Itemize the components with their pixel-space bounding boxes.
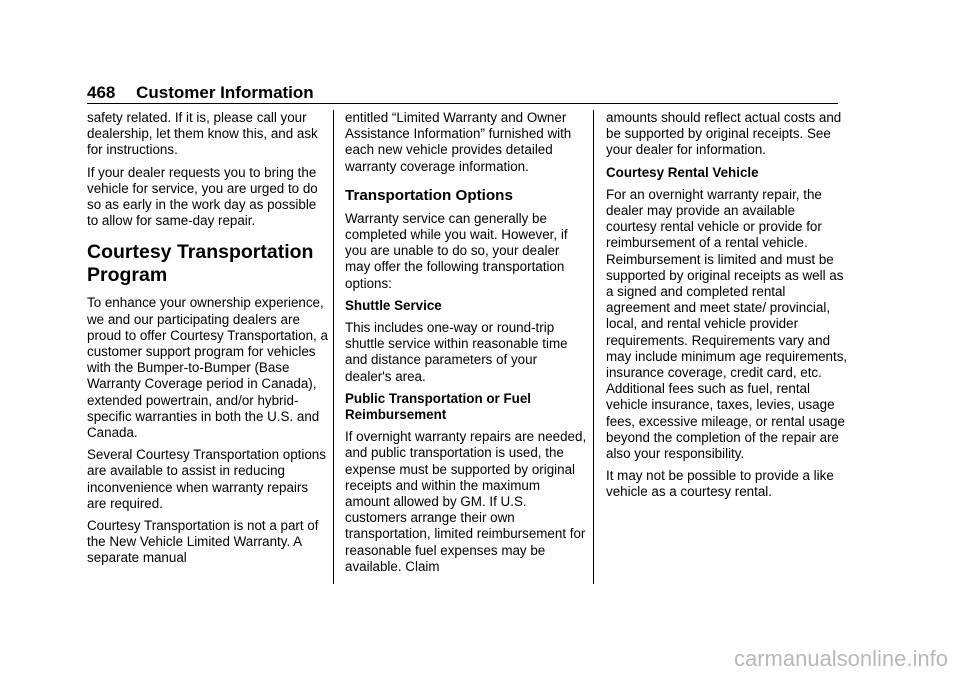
page-header — [87, 83, 314, 103]
paragraph: This includes one-way or round-trip shuttle service within reasonable time and distance parameters of your dealer's area. — [345, 320, 568, 384]
paragraph: Warranty service can generally be completed while you wait. However, if you are unable to do so, your dealer may offer the following transportation options: — [345, 210, 568, 291]
column-1 — [87, 110, 329, 573]
paragraph: entitled “Limited Warranty and Owner Assistance Information” furnished with each new vehicle provides detailed warranty coverage information. — [345, 110, 572, 174]
run-in-heading: Courtesy Rental Vehicle — [606, 164, 759, 180]
paragraph: Courtesy Transportation is not a part of the New Vehicle Limited Warranty. A separate manual — [87, 518, 319, 566]
run-in-heading: Public Transportation or Fuel Reimbursement — [345, 390, 531, 423]
paragraph: If your dealer requests you to bring the vehicle for service, you are urged to do so as early in the work day as possible to allow for same-day repair. — [87, 164, 318, 229]
paragraph: To enhance your ownership experience, we and our participating dealers are proud to offer Courtesy Transportation, a customer support program for vehicles with the Bumper-to-Bumper (Base Warranty Coverage period in Canada), extended powertrain, and/or hybrid-specific warranties in both the U.S. and Canada. — [87, 295, 328, 441]
chapter-title: Customer Information — [136, 83, 314, 102]
paragraph: For an overnight warranty repair, the dealer may provide an available courtesy rental vehicle or provide for reimbursement of a rental vehicle. Reimbursement is limited and must be supported by original receipts as well as a signed and completed rental agreement and meet state/ provincial, local, and rental vehicle provider requirements. Requirements vary and may include minimum age requirements, insurance coverage, credit card, etc. Additional fees such as fuel, rental vehicle insurance, taxes, levies, usage fees, excessive mileage, or rental usage beyond the completion of the repair are also your responsibility. — [606, 186, 848, 462]
paragraph: If overnight warranty repairs are needed, and public transportation is used, the expense must be supported by original receipts and within the maximum amount allowed by GM. If U.S. customers arrange their own transportation, limited reimbursement for reasonable fuel expenses may be available. Claim — [345, 429, 587, 574]
column-divider — [333, 110, 334, 584]
column-3 — [606, 110, 848, 507]
paragraph: It may not be possible to provide a like vehicle as a courtesy rental. — [606, 468, 834, 500]
paragraph: Several Courtesy Transportation options are available to assist in reducing inconvenience when warranty repairs are required. — [87, 447, 326, 511]
paragraph: safety related. If it is, please call your dealership, let them know this, and ask for instructions. — [87, 110, 318, 158]
run-in-heading: Shuttle Service — [345, 297, 442, 313]
column-2 — [345, 110, 587, 581]
section-heading: Courtesy Transportation Program — [87, 241, 314, 287]
watermark: carmanualsonline.info — [733, 646, 948, 671]
header-rule — [87, 103, 838, 104]
subsection-heading: Transportation Options — [345, 186, 513, 204]
column-divider — [593, 110, 594, 584]
page-number: 468 — [87, 83, 116, 102]
paragraph: amounts should reflect actual costs and be supported by original receipts. See your dealer for information. — [606, 110, 842, 158]
